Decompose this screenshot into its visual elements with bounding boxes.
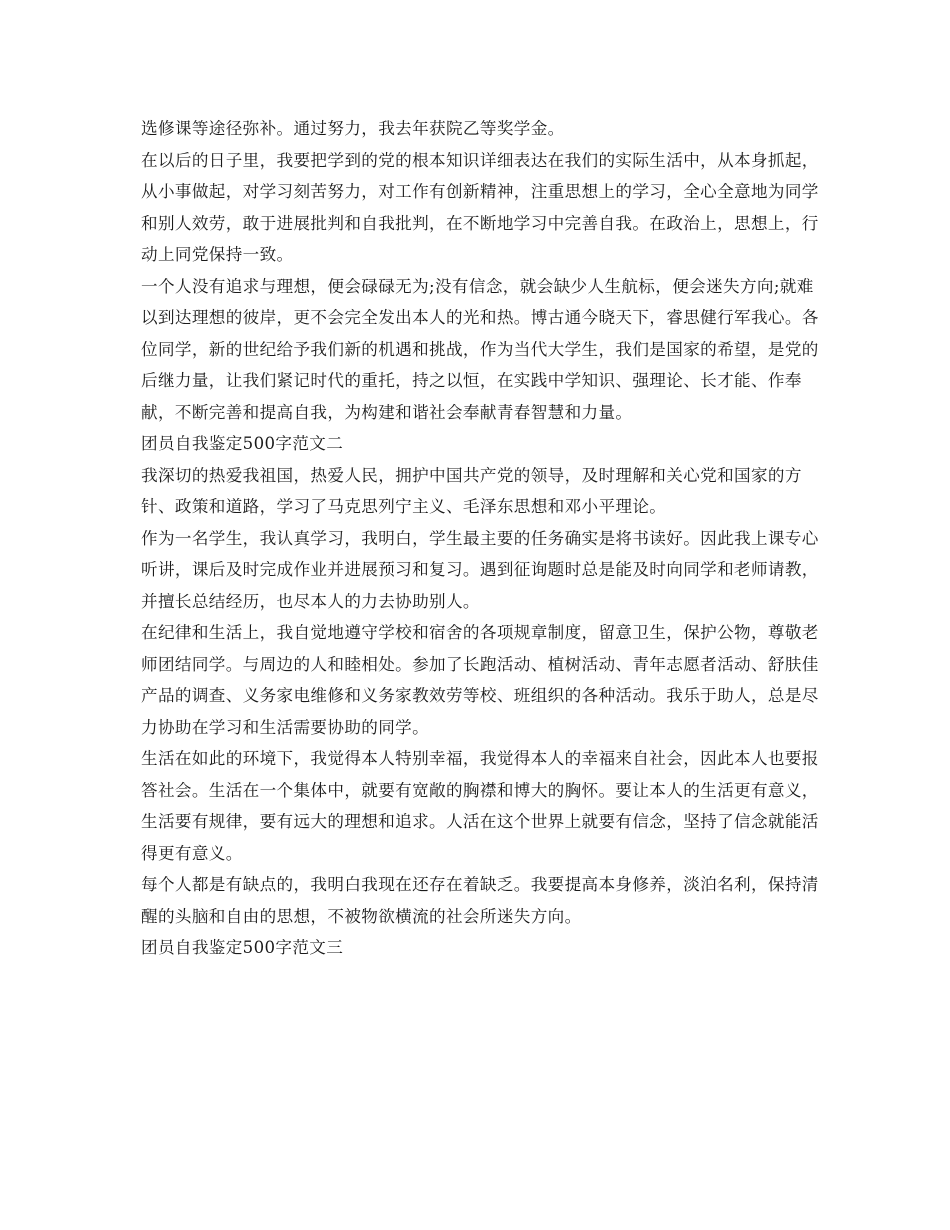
paragraph-ideals: 一个人没有追求与理想，便会碌碌无为;没有信念，就会缺少人生航标，便会迷失方向;就难以到达理想的彼岸，更不会完全发出本人的光和热。博古通今晓天下，睿思健行军我心。各位同学，新的世纪给予我们新的机遇和挑战，作为当代大学生，我们是国家的希望，是党的后继力量，让我们紧记时代的重托，持之以恒，在实践中学知识、强理论、长才能、作奉献，不断完善和提高自我，为构建和谐社会奉献青春智慧和力量。	[141, 276, 819, 422]
paragraph-future-days: 在以后的日子里，我要把学到的党的根本知识详细表达在我们的实际生活中，从本身抓起，从小事做起，对学习刻苦努力，对工作有创新精神，注重思想上的学习，全心全意地为同学和别人效劳，敢于进展批判和自我批判，在不断地学习中完善自我。在政治上，思想上，行动上同党保持一致。	[141, 150, 819, 264]
section-heading-example-two: 团员自我鉴定500字范文二	[141, 434, 344, 453]
paragraph-scholarship: 选修课等途径弥补。通过努力，我去年获院乙等奖学金。	[141, 119, 565, 138]
section-heading-example-three: 团员自我鉴定500字范文三	[141, 938, 344, 957]
paragraph-shortcomings: 每个人都是有缺点的，我明白我现在还存在着缺乏。我要提高本身修养，淡泊名利，保持清醒的头脑和自由的思想，不被物欲横流的社会所迷失方向。	[141, 875, 819, 926]
paragraph-happiness: 生活在如此的环境下，我觉得本人特别幸福，我觉得本人的幸福来自社会，因此本人也要报答社会。生活在一个集体中，就要有宽敞的胸襟和博大的胸怀。要让本人的生活更有意义，生活要有规律，要有远大的理想和追求。人活在这个世界上就要有信念，坚持了信念就能活得更有意义。	[141, 749, 819, 863]
document-body	[141, 113, 830, 964]
paragraph-love-country: 我深切的热爱我祖国，热爱人民，拥护中国共产党的领导，及时理解和关心党和国家的方针、政策和道路，学习了马克思列宁主义、毛泽东思想和邓小平理论。	[141, 465, 802, 516]
paragraph-discipline: 在纪律和生活上，我自觉地遵守学校和宿舍的各项规章制度，留意卫生，保护公物，尊敬老师团结同学。与周边的人和睦相处。参加了长跑活动、植树活动、青年志愿者活动、舒肤佳产品的调查、义务家电维修和义务家教效劳等校、班组织的各种活动。我乐于助人，总是尽力协助在学习和生活需要协助的同学。	[141, 623, 819, 737]
paragraph-study: 作为一名学生，我认真学习，我明白，学生最主要的任务确实是将书读好。因此我上课专心听讲，课后及时完成作业并进展预习和复习。遇到征询题时总是能及时向同学和老师请教，并擅长总结经历，也尽本人的力去协助别人。	[141, 528, 819, 611]
